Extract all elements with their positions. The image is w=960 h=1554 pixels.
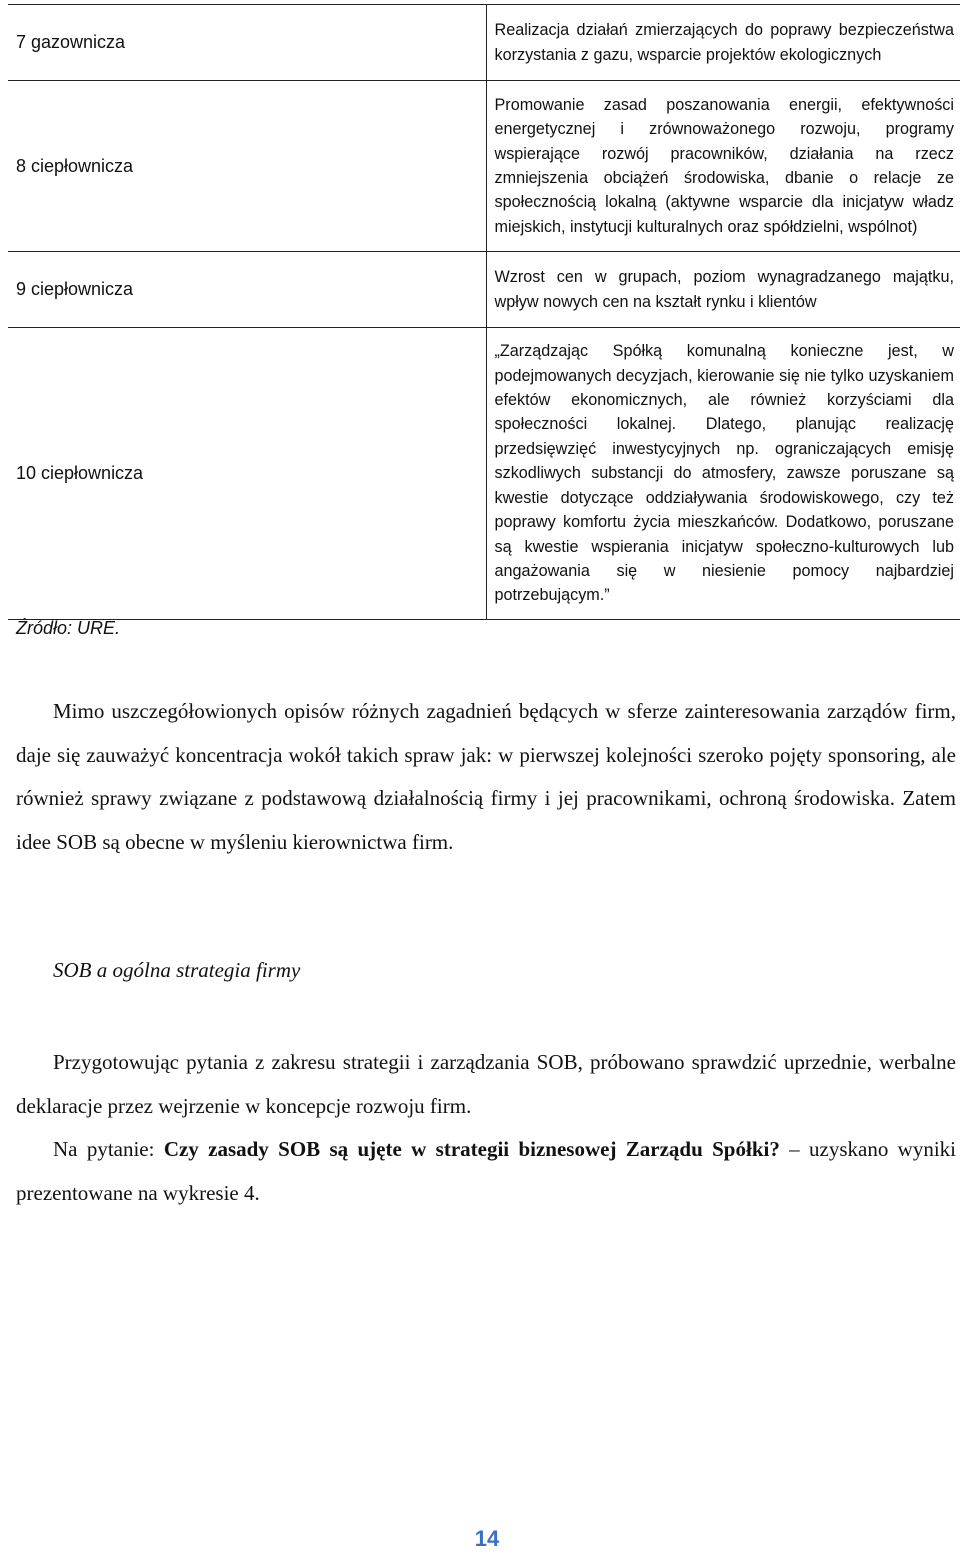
question-paragraph (16, 1128, 956, 1215)
table-row (8, 81, 960, 252)
question-prefix: Na pytanie: (53, 1137, 164, 1161)
survey-question: Czy zasady SOB są ujęte w strategii biznesowej Zarządu Spółki? (163, 1137, 780, 1161)
description-cell: Promowanie zasad poszanowania energii, efektywności energetycznej i zrównoważonego rozwoju, programy wspierające rozwój pracowników, działania na rzecz zmniejszenia obciążeń środowiska, dbanie o relacje ze społecznością lokalną (aktywne wsparcie dla inicjatyw władz miejskich, instytucji kulturalnych oraz spółdzielni, wspólnot) (486, 81, 960, 252)
question-suffix: – uzyskano wyniki prezentowane na wykresie 4. (16, 1137, 956, 1205)
description-cell: Wzrost cen w grupach, poziom wynagradzanego majątku, wpływ nowych cen na kształt rynku i klientów (486, 252, 960, 328)
description-cell: „Zarządzając Spółką komunalną konieczne jest, w podejmowanych decyzjach, kierowanie się nie tylko uzyskaniem efektów ekonomicznych, ale również korzyściami dla społeczności lokalnej. Dlatego, planując realizację przedsięwzięć inwestycyjnych np. ograniczających emisję szkodliwych substancji do atmosfery, zawsze poruszane są kwestie dotyczące oddziaływania środowiskowego, czy też poprawy komfortu życia mieszkańców. Dodatkowo, poruszane są kwestie wspierania inicjatyw społeczno-kulturowych lub angażowania się w niesienie pomocy najbardziej potrzebującym.” (486, 328, 960, 620)
table-row (8, 5, 960, 81)
company-type-cell: 9 ciepłownicza (8, 252, 486, 328)
table-source-note: Źródło: URE. (16, 618, 121, 638)
page-number: 14 (474, 1526, 500, 1551)
body-paragraph: Przygotowując pytania z zakresu strategii i zarządzania SOB, próbowano sprawdzić uprzednie, werbalne deklaracje przez wejrzenie w koncepcje rozwoju firm. (16, 1050, 956, 1118)
company-type-cell: 10 ciepłownicza (8, 328, 486, 620)
description-cell: Realizacja działań zmierzających do poprawy bezpieczeństwa korzystania z gazu, wsparcie projektów ekologicznych (486, 5, 960, 81)
csr-activities-table (8, 4, 960, 620)
company-type-cell: 7 gazownicza (8, 5, 486, 81)
table-row (8, 252, 960, 328)
company-type-cell: 8 ciepłownicza (8, 81, 486, 252)
table-row (8, 328, 960, 620)
body-paragraph: Mimo uszczegółowionych opisów różnych zagadnień będących w sferze zainteresowania zarządów firm, daje się zauważyć koncentracja wokół takich spraw jak: w pierwszej kolejności szeroko pojęty sponsoring, ale również sprawy związane z podstawową działalnością firmy i jej pracownikami, ochroną środowiska. Zatem idee SOB są obecne w myśleniu kierownictwa firm. (16, 699, 956, 854)
section-heading: SOB a ogólna strategia firmy (53, 958, 301, 982)
company-csr-table (8, 4, 960, 620)
